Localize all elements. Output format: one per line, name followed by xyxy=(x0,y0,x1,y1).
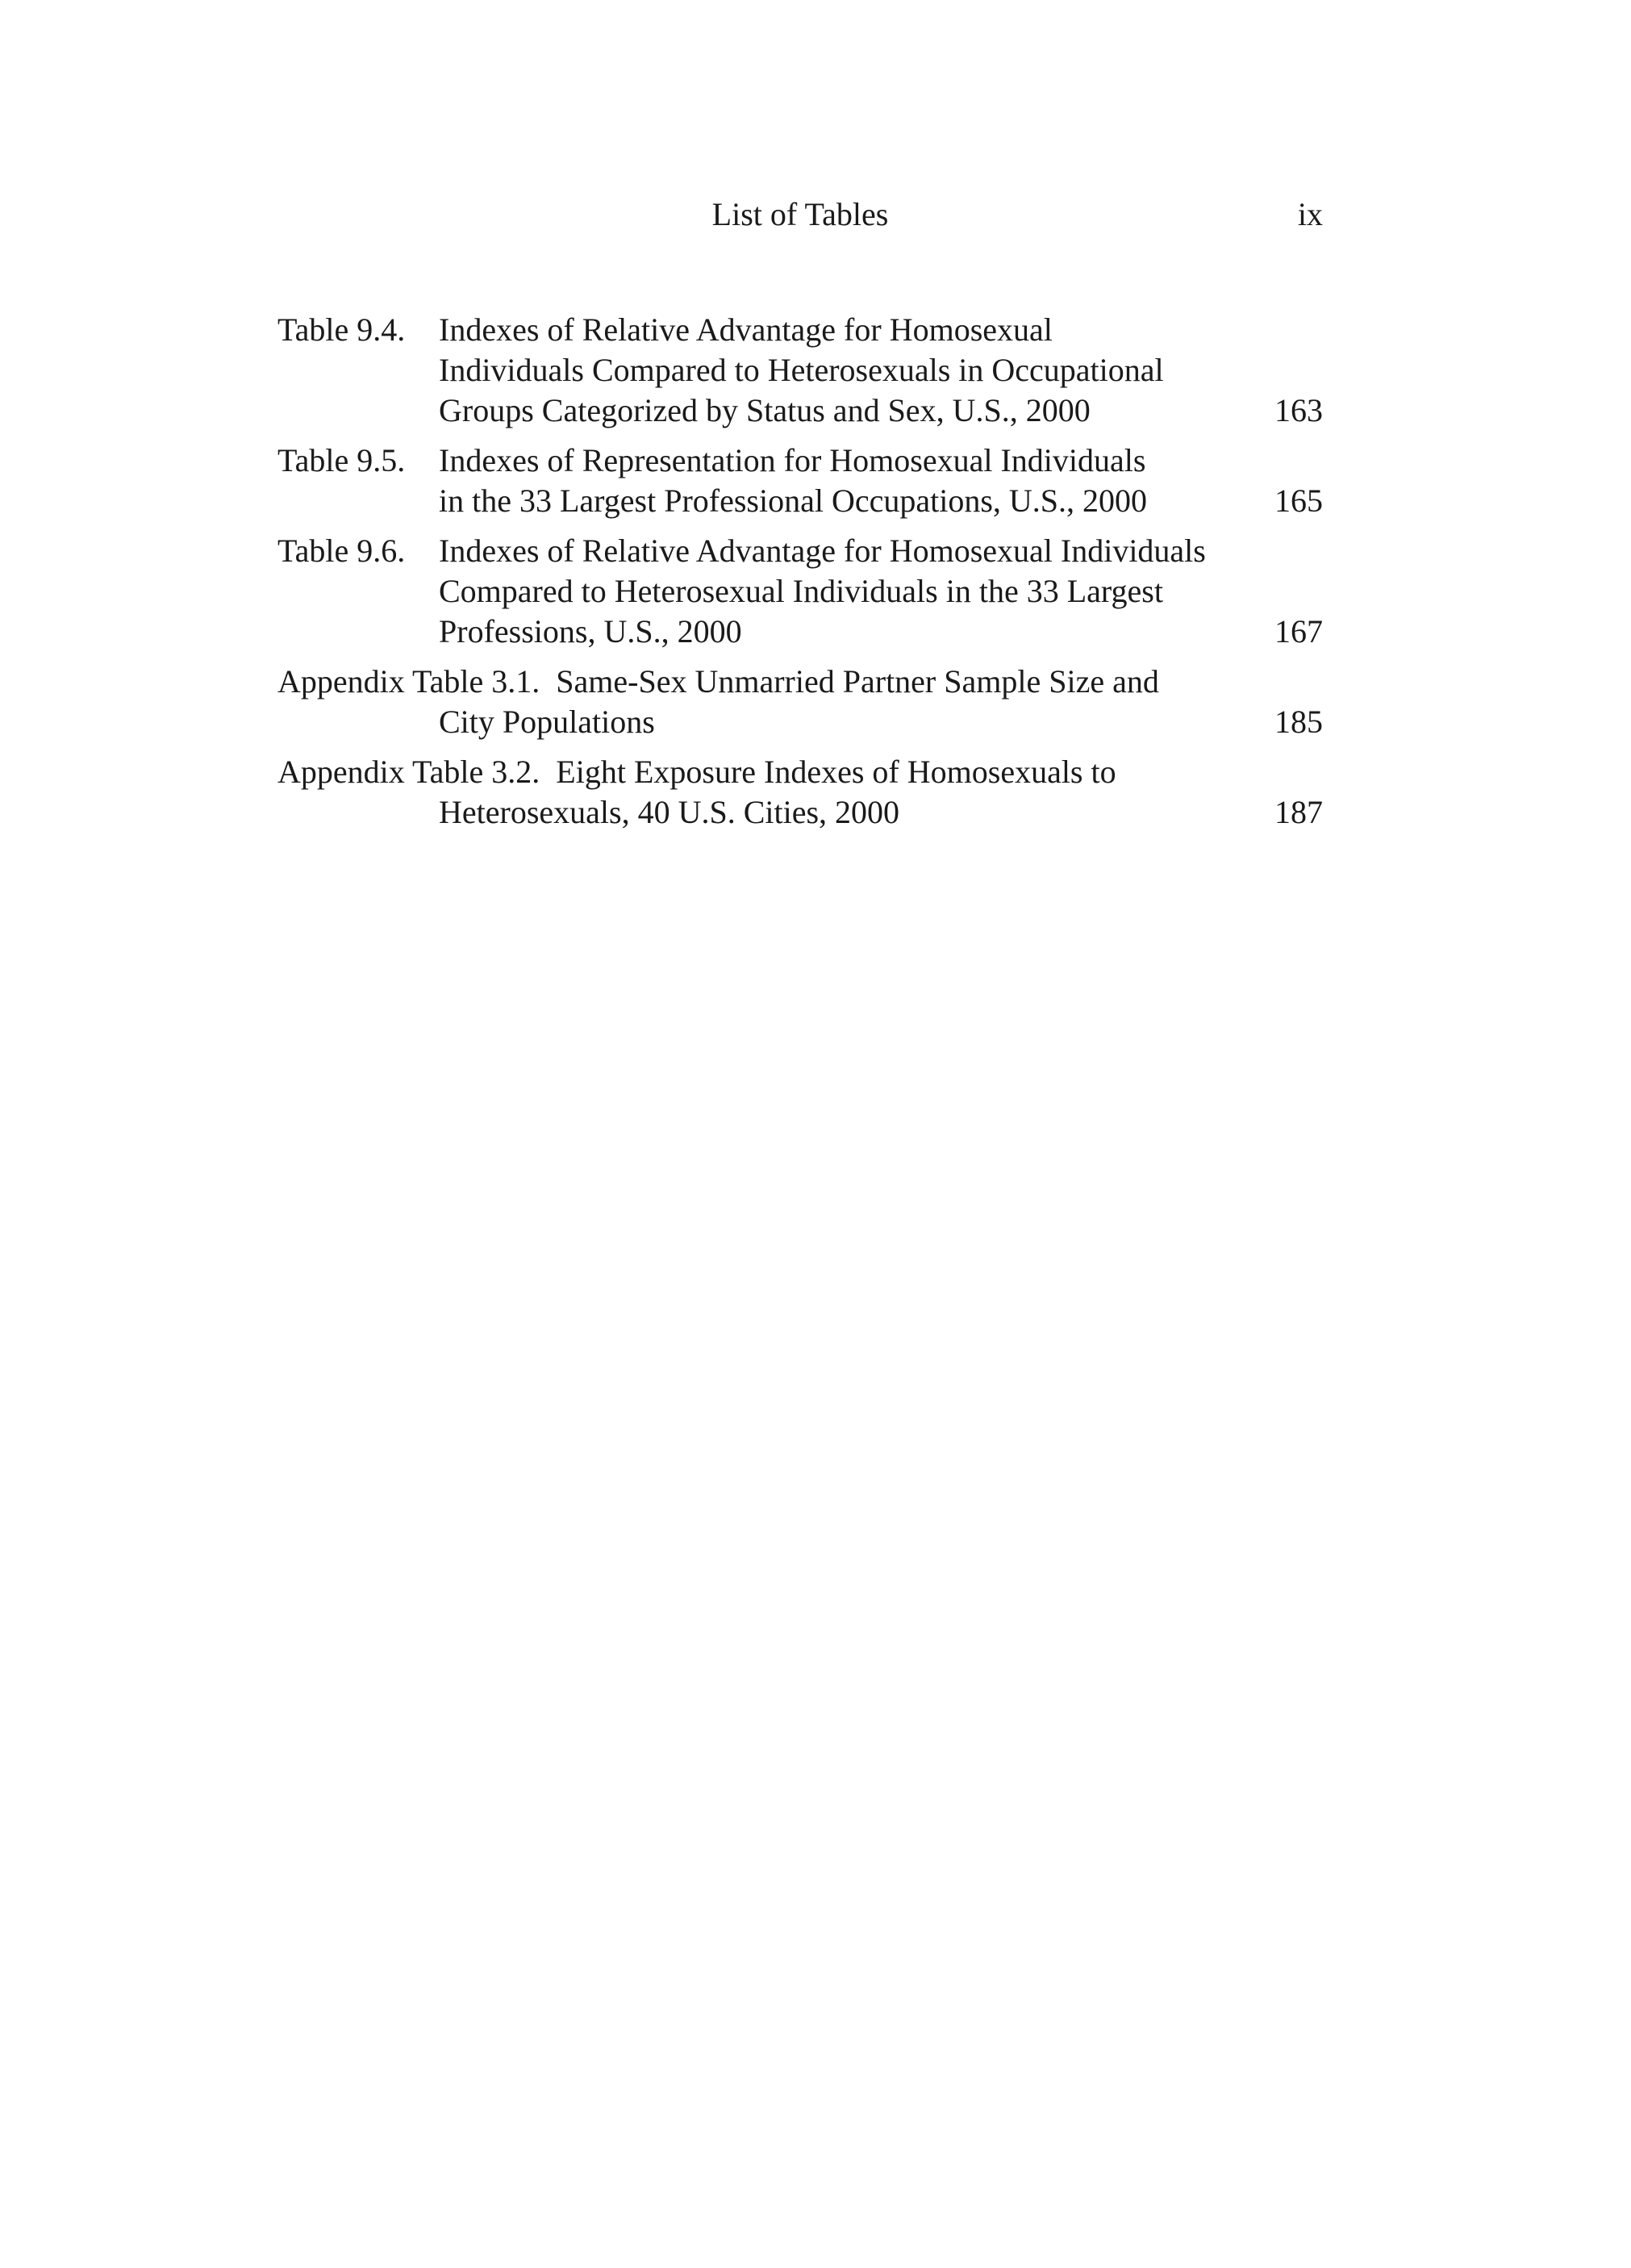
page-number: 187 xyxy=(1274,794,1323,830)
page-folio: ix xyxy=(1297,196,1323,232)
entry-title-line: in the 33 Largest Professional Occupations, U.S., 2000 xyxy=(439,482,1148,519)
entry-title-line: Eight Exposure Indexes of Homosexuals to xyxy=(556,754,1116,790)
table-label: Table 9.4. xyxy=(277,311,406,348)
entry-title-line: Groups Categorized by Status and Sex, U.S., 2000 xyxy=(439,392,1091,428)
entry-line xyxy=(277,481,1323,521)
table-label: Table 9.5. xyxy=(277,442,406,478)
entry-line xyxy=(277,792,1323,833)
page-number: 167 xyxy=(1274,613,1323,649)
entry-title-line: City Populations xyxy=(439,704,655,740)
entry-line xyxy=(277,310,1323,350)
table-label: Appendix Table 3.1. xyxy=(277,663,540,700)
page-title: List of Tables xyxy=(711,196,889,232)
entry-line xyxy=(277,702,1323,742)
toc-entry xyxy=(277,531,1323,652)
toc-entry xyxy=(277,752,1323,833)
entry-line xyxy=(277,531,1323,571)
toc-entry xyxy=(277,310,1323,431)
entry-title-line: Indexes of Representation for Homosexual Individuals xyxy=(439,442,1146,478)
toc-entry xyxy=(277,441,1323,521)
entry-line xyxy=(277,571,1323,612)
entry-line xyxy=(277,612,1323,652)
table-label: Appendix Table 3.2. xyxy=(277,754,540,790)
entry-line xyxy=(277,350,1323,391)
table-label: Table 9.6. xyxy=(277,533,406,569)
entry-title-line: Compared to Heterosexual Individuals in the 33 Largest xyxy=(439,573,1163,609)
entry-title-line: Indexes of Relative Advantage for Homosexual Individuals xyxy=(439,533,1206,569)
entry-title-line: Indexes of Relative Advantage for Homosexual xyxy=(439,311,1053,348)
toc-entry xyxy=(277,662,1323,742)
entry-line xyxy=(277,752,1323,792)
list-of-tables xyxy=(277,310,1323,842)
entry-title-line: Heterosexuals, 40 U.S. Cities, 2000 xyxy=(439,794,900,830)
entry-title-line: Individuals Compared to Heterosexuals in Occupational xyxy=(439,352,1164,388)
entry-line xyxy=(277,441,1323,481)
running-head xyxy=(277,190,1323,239)
entry-title-line: Professions, U.S., 2000 xyxy=(439,613,742,649)
entry-title-line: Same-Sex Unmarried Partner Sample Size and xyxy=(556,663,1159,700)
entry-line xyxy=(277,662,1323,702)
page-number: 185 xyxy=(1274,704,1323,740)
page-number: 165 xyxy=(1274,482,1323,519)
page-number: 163 xyxy=(1274,392,1323,428)
entry-line xyxy=(277,391,1323,431)
